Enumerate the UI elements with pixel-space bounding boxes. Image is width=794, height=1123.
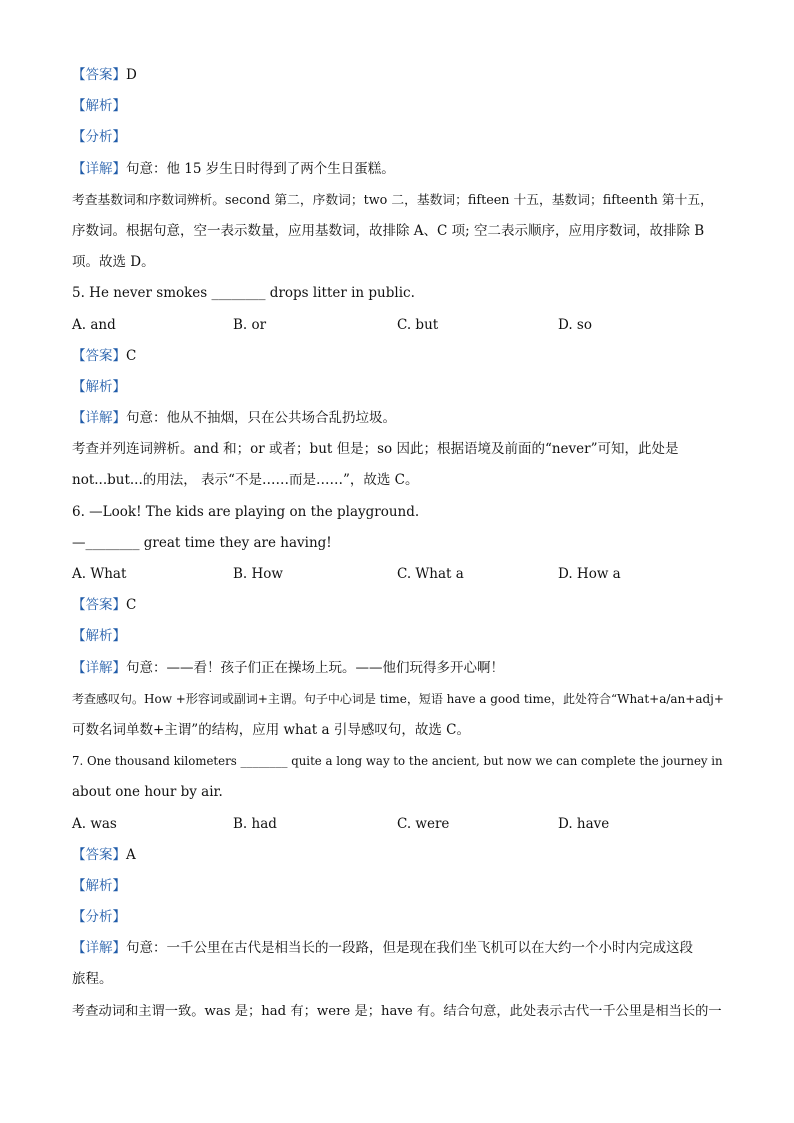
analysis-tag: 【解析】 <box>72 98 126 115</box>
option-b: B. had <box>233 815 277 832</box>
analysis-tag: 【解析】 <box>72 628 126 645</box>
detail-tag: 【详解】 <box>72 659 126 676</box>
explain-line: not...but...的用法， 表示“不是……而是……”，故选 C。 <box>72 472 419 489</box>
option-d: D. How a <box>558 566 621 582</box>
analysis-tag: 【解析】 <box>72 378 126 395</box>
answer-line <box>72 590 722 621</box>
answer-tag: 【答案】 <box>72 846 126 863</box>
explain-line: 序数词。根据句意，空一表示数量，应用基数词，故排除 A、C 项; 空二表示顺序，应用序数词，故排除 B <box>72 222 705 239</box>
analysis-line <box>72 621 722 652</box>
detail-line <box>72 403 722 434</box>
detail-text-continued: 旅程。 <box>72 971 113 988</box>
analysis-line <box>72 91 722 122</box>
option-b: B. How <box>233 566 283 582</box>
option-c: C. but <box>397 316 439 333</box>
option-d: D. have <box>558 815 610 832</box>
question-stem: 6. —Look! The kids are playing on the playground. <box>72 503 420 520</box>
options-row <box>72 310 722 341</box>
answer-value: A <box>126 846 136 863</box>
explain-line: 考查基数词和序数词辨析。second 第二，序数词；two 二，基数词；fifteen 十五，基数词；fifteenth 第十五， <box>72 192 713 208</box>
detail-tag: 【详解】 <box>72 410 126 427</box>
explain-line: 考查动词和主谓一致。was 是；had 有；were 是；have 有。结合句意，此处表示古代一千公里是相当长的一 <box>72 1003 722 1019</box>
fenxi-line <box>72 902 722 933</box>
detail-line <box>72 653 722 684</box>
detail-text: 句意：他 15 岁生日时得到了两个生日蛋糕。 <box>126 160 395 177</box>
explain-line: 考查感叹句。How +形容词或副词+主谓。句子中心词是 time，短语 have a good time，此处符合“What+a/an+adj+ <box>72 691 724 706</box>
options-row <box>72 809 722 840</box>
option-a: A. and <box>72 316 116 333</box>
option-c: C. What a <box>397 566 464 582</box>
explain-line: 项。故选 D。 <box>72 254 155 271</box>
question-stem: 5. He never smokes ________ drops litter in public. <box>72 285 415 302</box>
answer-line <box>72 840 722 871</box>
analysis-line <box>72 871 722 902</box>
answer-line <box>72 341 722 372</box>
answer-tag: 【答案】 <box>72 67 126 83</box>
detail-text: 句意：他从不抽烟，只在公共场合乱扔垃圾。 <box>126 410 396 427</box>
explain-line: 可数名词单数+主谓”的结构，应用 what a 引导感叹句，故选 C。 <box>72 721 470 738</box>
option-d: D. so <box>558 316 592 333</box>
analysis-tag: 【解析】 <box>72 877 126 894</box>
detail-tag: 【详解】 <box>72 160 126 177</box>
question-stem: 7. One thousand kilometers ________ quite a long way to the ancient, but now we can complete the journey in <box>72 754 723 769</box>
analysis-line <box>72 372 722 403</box>
fenxi-tag: 【分析】 <box>72 909 126 926</box>
detail-line <box>72 154 722 185</box>
document-page <box>72 60 722 1027</box>
fenxi-tag: 【分析】 <box>72 129 126 146</box>
explain-line: 考查并列连词辨析。and 和；or 或者；but 但是；so 因此；根据语境及前面的“never”可知，此处是 <box>72 441 679 458</box>
answer-line <box>72 60 722 91</box>
question-stem: —________ great time they are having! <box>72 534 332 551</box>
question-stem: about one hour by air. <box>72 784 223 801</box>
answer-tag: 【答案】 <box>72 597 126 614</box>
option-c: C. were <box>397 815 450 832</box>
detail-text: 句意：——看！孩子们正在操场上玩。——他们玩得多开心啊！ <box>126 659 504 676</box>
option-a: A. was <box>72 815 117 832</box>
options-row <box>72 559 722 590</box>
answer-value: C <box>126 597 137 614</box>
answer-value: C <box>126 347 137 364</box>
detail-tag: 【详解】 <box>72 940 126 957</box>
detail-text: 句意：一千公里在古代是相当长的一段路，但是现在我们坐飞机可以在大约一个小时内完成这段 <box>126 940 693 957</box>
fenxi-line <box>72 122 722 153</box>
answer-tag: 【答案】 <box>72 347 126 364</box>
answer-value: D <box>126 67 137 83</box>
detail-line <box>72 933 722 964</box>
option-a: A. What <box>72 566 127 582</box>
option-b: B. or <box>233 316 267 333</box>
